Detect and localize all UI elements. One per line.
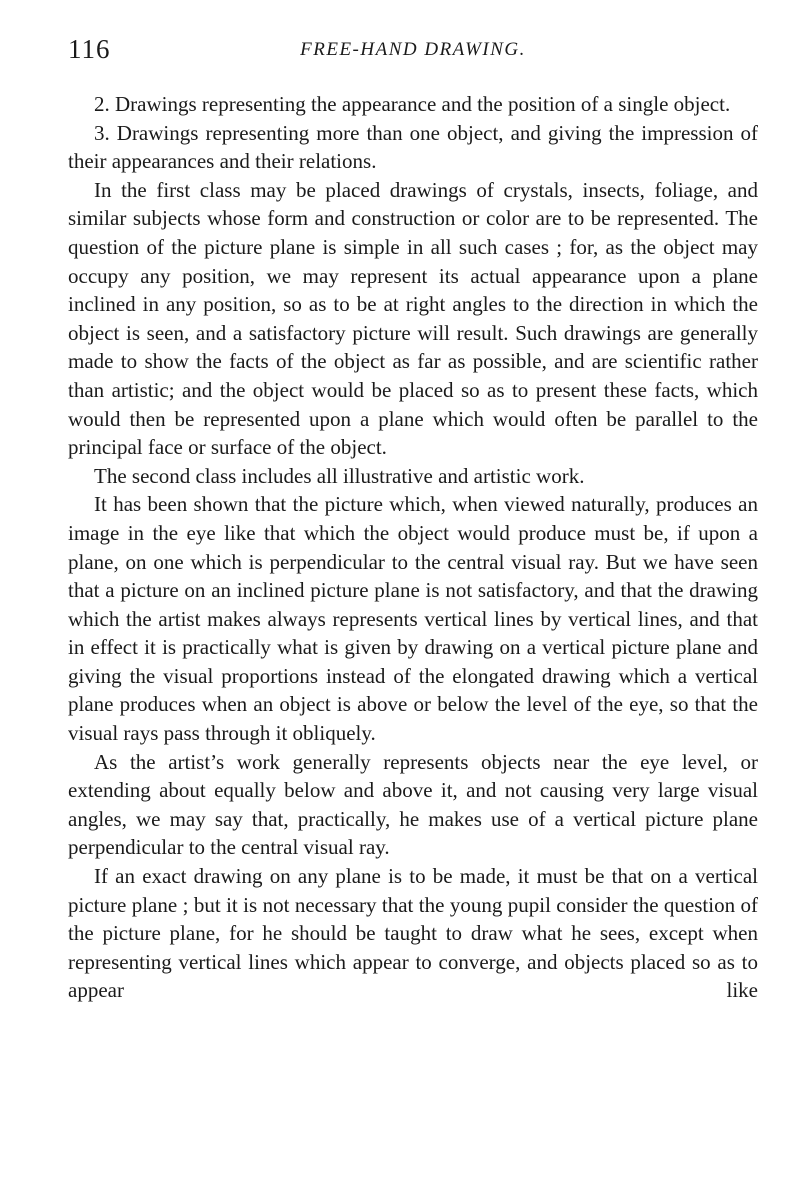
paragraph-second-class: The second class includes all illustrative and artistic work. bbox=[94, 463, 585, 488]
paragraph-class-2: 2. Drawings representing the appearance and the position of a single object. bbox=[94, 92, 731, 116]
paragraph-picture-plane: It has been shown that the picture which, when viewed naturally, produces an image in the eye like that which the object would produce must be, if upon a plane, on one which is perpendicular to the central visual ray. But we have seen that a picture on an inclined picture plane is not satisfactory, and that the drawing which the artist makes always represents vertical lines by vertical lines, and that in effect it is practically what is given by drawing on a vertical picture plane and giving the visual proportions instead of the elongated drawing which a vertical plane produces when an object is above or below the level of the eye, so that the visual rays pass through it obliquely. bbox=[68, 492, 758, 746]
running-title: FREE-HAND DRAWING. bbox=[300, 39, 526, 60]
paragraph-artist-work: As the artist’s work generally represents objects near the eye level, or extending about equally below and above it, and not causing very large visual angles, we may say that, practically, he makes use of a vertical picture plane perpendicular to the central visual ray. bbox=[68, 749, 758, 860]
paragraph-class-3: 3. Drawings representing more than one object, and giving the impression of their appearances and their relations. bbox=[68, 120, 758, 174]
paragraph-exact-drawing: If an exact drawing on any plane is to be made, it must be that on a vertical picture plane ; but it is not necessary that the young pupil consider the question of the picture plane, for he should be taught to draw what he sees, except when representing vertical lines which appear to converge, and objects placed so as to appear like bbox=[68, 864, 758, 1003]
running-head bbox=[68, 34, 758, 70]
paragraph-first-class: In the first class may be placed drawings of crystals, insects, foliage, and similar subjects whose form and construction or color are to be represented. The question of the picture plane is simple in all such cases ; for, as the object may occupy any position, we may represent its actual appearance upon a plane inclined in any position, so as to be at right angles to the direction in which the object is seen, and a satisfactory picture will result. Such drawings are generally made to show the facts of the object as far as possible, and are scientific rather than artistic; and the object would be placed so as to present these facts, which would then be represented upon a plane which would often be parallel to the principal face or surface of the object. bbox=[68, 177, 758, 460]
page-number: 116 bbox=[68, 34, 111, 64]
body-text bbox=[68, 90, 758, 1005]
